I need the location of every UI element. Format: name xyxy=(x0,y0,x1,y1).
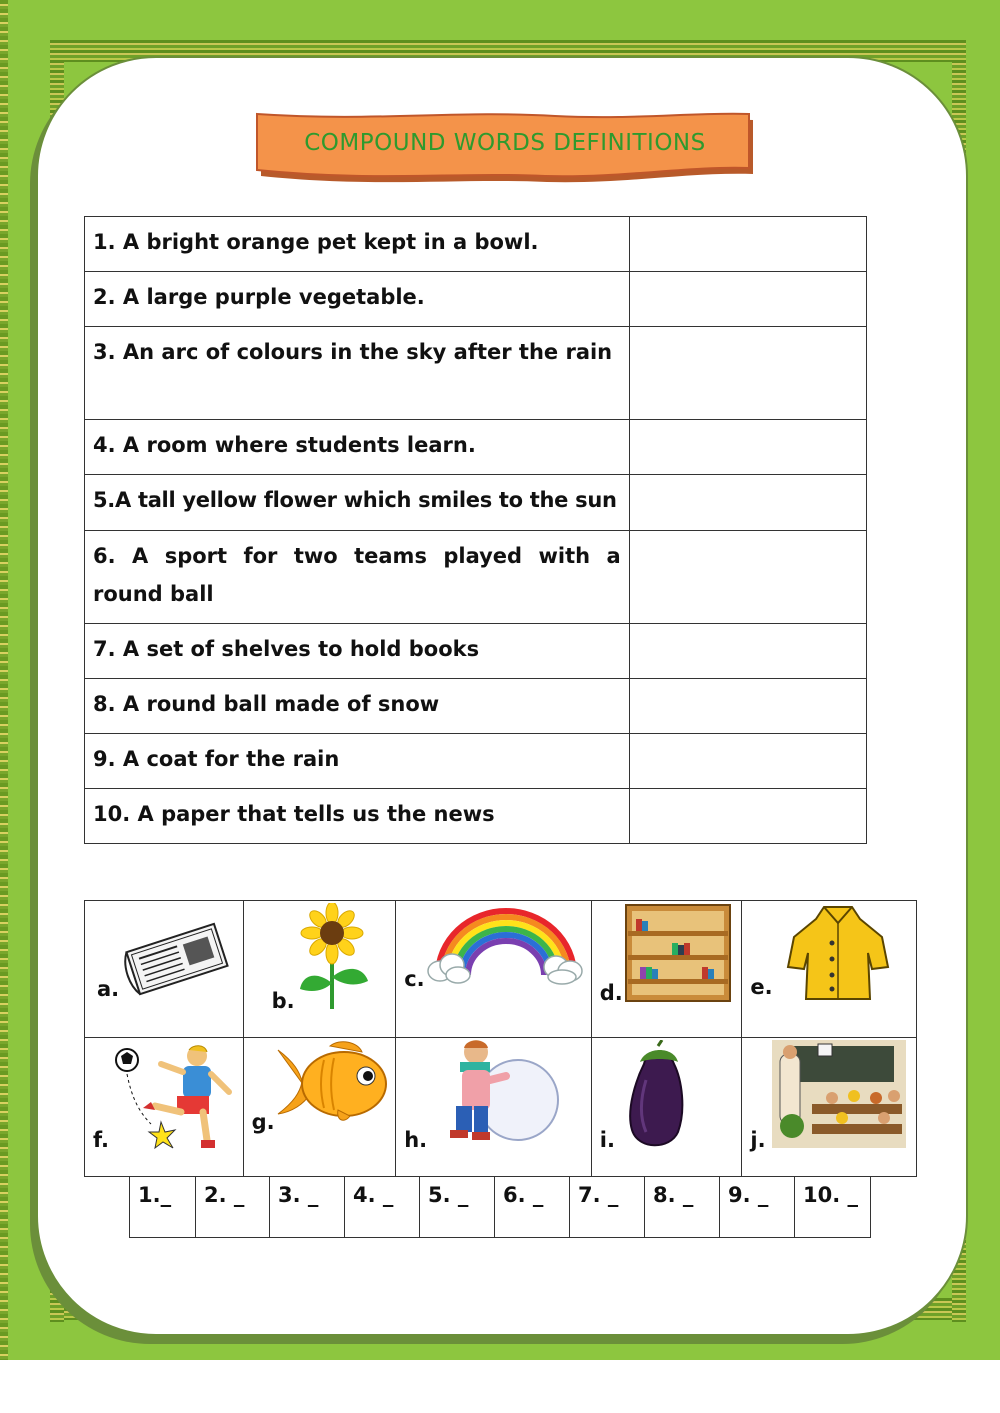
answer-slot[interactable]: 5. _ xyxy=(420,1177,495,1238)
table-row xyxy=(85,789,867,844)
picture-cell-i xyxy=(591,1038,742,1177)
table-row xyxy=(85,420,867,475)
picture-cell-g xyxy=(243,1038,396,1177)
answer-cell[interactable] xyxy=(629,327,866,420)
picture-letter: g. xyxy=(251,1110,275,1134)
definition-text: 5.A tall yellow flower which smiles to the sun xyxy=(85,475,630,531)
table-row xyxy=(85,531,867,624)
picture-letter: j. xyxy=(750,1128,766,1152)
picture-letter: c. xyxy=(404,967,425,991)
definition-text: 7. A set of shelves to hold books xyxy=(85,624,630,679)
football-player-icon xyxy=(111,1044,239,1156)
answer-slot[interactable]: 3. _ xyxy=(270,1177,345,1238)
table-row xyxy=(85,734,867,789)
table-row xyxy=(85,624,867,679)
newspaper-icon xyxy=(121,919,233,999)
bookshelf-icon xyxy=(622,903,734,1003)
eggplant-icon xyxy=(622,1040,696,1152)
rainbow-icon xyxy=(426,903,586,985)
table-row xyxy=(85,217,867,272)
picture-cell-c xyxy=(396,901,592,1038)
answer-cell[interactable] xyxy=(629,217,866,272)
table-row xyxy=(130,1177,871,1238)
picture-letter: f. xyxy=(93,1128,109,1152)
definition-text: 2. A large purple vegetable. xyxy=(85,272,630,327)
answer-cell[interactable] xyxy=(629,789,866,844)
table-row xyxy=(85,901,917,1038)
picture-cell-f xyxy=(85,1038,244,1177)
table-row xyxy=(85,327,867,420)
pictures-table xyxy=(84,900,917,1177)
answer-cell[interactable] xyxy=(629,475,866,531)
picture-letter: h. xyxy=(404,1128,428,1152)
table-row xyxy=(85,679,867,734)
answer-slot[interactable]: 7. _ xyxy=(570,1177,645,1238)
definition-text: 10. A paper that tells us the news xyxy=(85,789,630,844)
answer-cell[interactable] xyxy=(629,624,866,679)
table-row xyxy=(85,272,867,327)
answer-slot[interactable]: 8. _ xyxy=(645,1177,720,1238)
table-row xyxy=(85,1038,917,1177)
sunflower-icon xyxy=(294,903,374,1015)
answer-cell[interactable] xyxy=(629,734,866,789)
answer-slot[interactable]: 9. _ xyxy=(720,1177,795,1238)
answer-cell[interactable] xyxy=(629,679,866,734)
picture-letter: e. xyxy=(750,975,773,999)
picture-letter: i. xyxy=(599,1128,615,1152)
left-stripe-border xyxy=(0,0,8,1360)
raincoat-icon xyxy=(786,903,890,1003)
answer-cell[interactable] xyxy=(629,420,866,475)
answer-key-table xyxy=(129,1176,871,1238)
definition-text: 3. An arc of colours in the sky after the rain xyxy=(85,327,630,420)
answer-slot[interactable]: 10. _ xyxy=(795,1177,871,1238)
picture-cell-d xyxy=(591,901,742,1038)
picture-cell-e xyxy=(742,901,917,1038)
answer-slot[interactable]: 2. _ xyxy=(196,1177,270,1238)
answer-cell[interactable] xyxy=(629,531,866,624)
classroom-icon xyxy=(772,1040,906,1148)
picture-cell-h xyxy=(396,1038,592,1177)
definition-text: 4. A room where students learn. xyxy=(85,420,630,475)
definition-text: 6. A sport for two teams played with a round ball xyxy=(85,531,630,624)
goldfish-icon xyxy=(274,1040,390,1124)
picture-letter: a. xyxy=(97,977,120,1001)
picture-cell-j xyxy=(742,1038,917,1177)
picture-letter: d. xyxy=(599,981,623,1005)
snowball-child-icon xyxy=(436,1040,560,1148)
answer-cell[interactable] xyxy=(629,272,866,327)
picture-cell-a xyxy=(85,901,244,1038)
definition-text: 9. A coat for the rain xyxy=(85,734,630,789)
picture-cell-b xyxy=(243,901,396,1038)
page-title: COMPOUND WORDS DEFINITIONS xyxy=(304,130,706,156)
table-row xyxy=(85,475,867,531)
picture-letter: b. xyxy=(271,989,295,1013)
definitions-table xyxy=(84,216,867,844)
definition-text: 1. A bright orange pet kept in a bowl. xyxy=(85,217,630,272)
definition-text: 8. A round ball made of snow xyxy=(85,679,630,734)
answer-slot[interactable]: 1._ xyxy=(130,1177,196,1238)
answer-slot[interactable]: 4. _ xyxy=(345,1177,420,1238)
answer-slot[interactable]: 6. _ xyxy=(495,1177,570,1238)
